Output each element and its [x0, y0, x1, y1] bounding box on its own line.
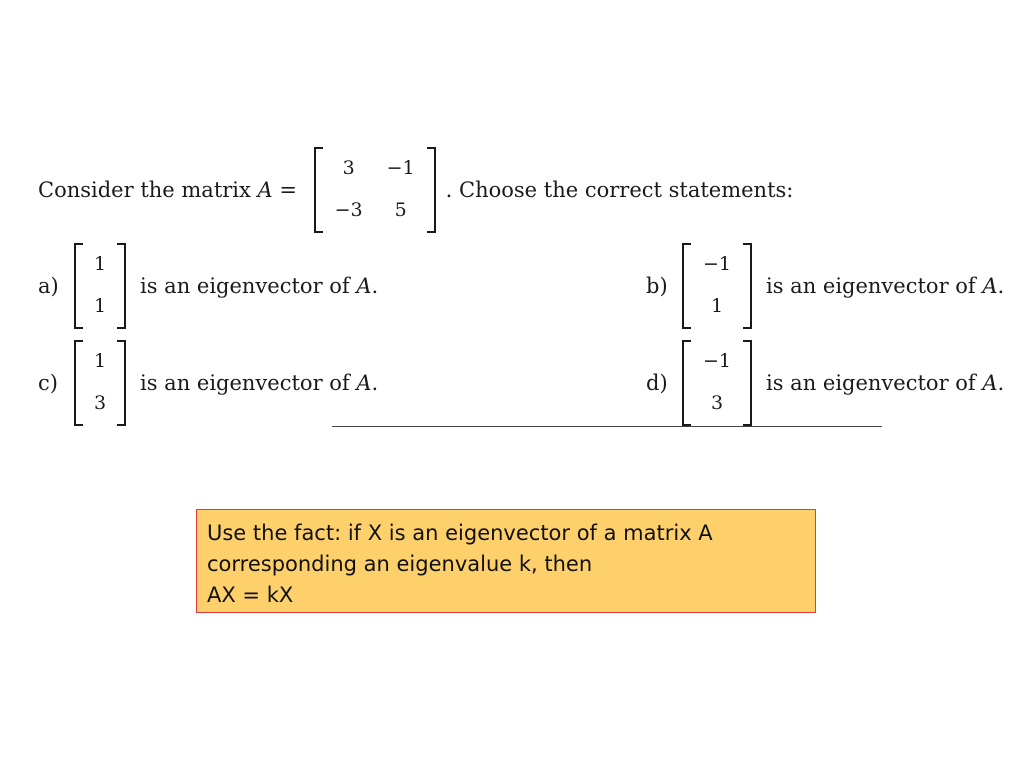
question-statement [38, 146, 793, 234]
vector-entry: −1 [702, 350, 731, 372]
option-vector [74, 340, 126, 426]
option-label: d) [646, 371, 668, 395]
option-period: . [997, 371, 1005, 395]
matrix-a [314, 147, 436, 233]
option-text: is an eigenvector of [766, 274, 983, 298]
option-label: b) [646, 274, 668, 298]
vector-entry: 3 [93, 392, 107, 414]
matrix-variable: A [257, 178, 273, 202]
option-label: c) [38, 371, 58, 395]
matrix-cell: 5 [394, 199, 407, 221]
question-prefix: Consider the matrix [38, 178, 258, 202]
matrix-cell: −1 [386, 157, 415, 179]
vector-entry: 1 [710, 295, 724, 317]
option-label: a) [38, 274, 59, 298]
option-variable: A [356, 371, 372, 395]
option-vector [682, 243, 752, 329]
hint-line: Use the fact: if X is an eigenvector of a matrix A [207, 521, 713, 545]
equals-sign: = [272, 178, 304, 202]
hint-line: AX = kX [207, 583, 294, 607]
option-period: . [997, 274, 1005, 298]
vector-entry: 3 [710, 392, 724, 414]
option-vector [74, 243, 126, 329]
hint-box [196, 509, 816, 613]
vector-entry: 1 [93, 253, 107, 275]
option-text: is an eigenvector of [140, 371, 357, 395]
option-period: . [371, 274, 379, 298]
option-text: is an eigenvector of [766, 371, 983, 395]
option-d [646, 339, 1004, 427]
matrix-cell: 3 [342, 157, 355, 179]
vector-entry: 1 [93, 295, 107, 317]
option-b [646, 242, 1004, 330]
option-text: is an eigenvector of [140, 274, 357, 298]
option-variable: A [982, 371, 998, 395]
question-suffix: . Choose the correct statements: [445, 178, 794, 202]
vector-entry: 1 [93, 350, 107, 372]
option-variable: A [356, 274, 372, 298]
option-a [38, 242, 378, 330]
hint-line: corresponding an eigenvalue k, then [207, 552, 593, 576]
option-variable: A [982, 274, 998, 298]
option-vector [682, 340, 752, 426]
vector-entry: −1 [702, 253, 731, 275]
option-c [38, 339, 378, 427]
matrix-cell: −3 [334, 199, 363, 221]
divider-line [332, 426, 882, 427]
option-period: . [371, 371, 379, 395]
